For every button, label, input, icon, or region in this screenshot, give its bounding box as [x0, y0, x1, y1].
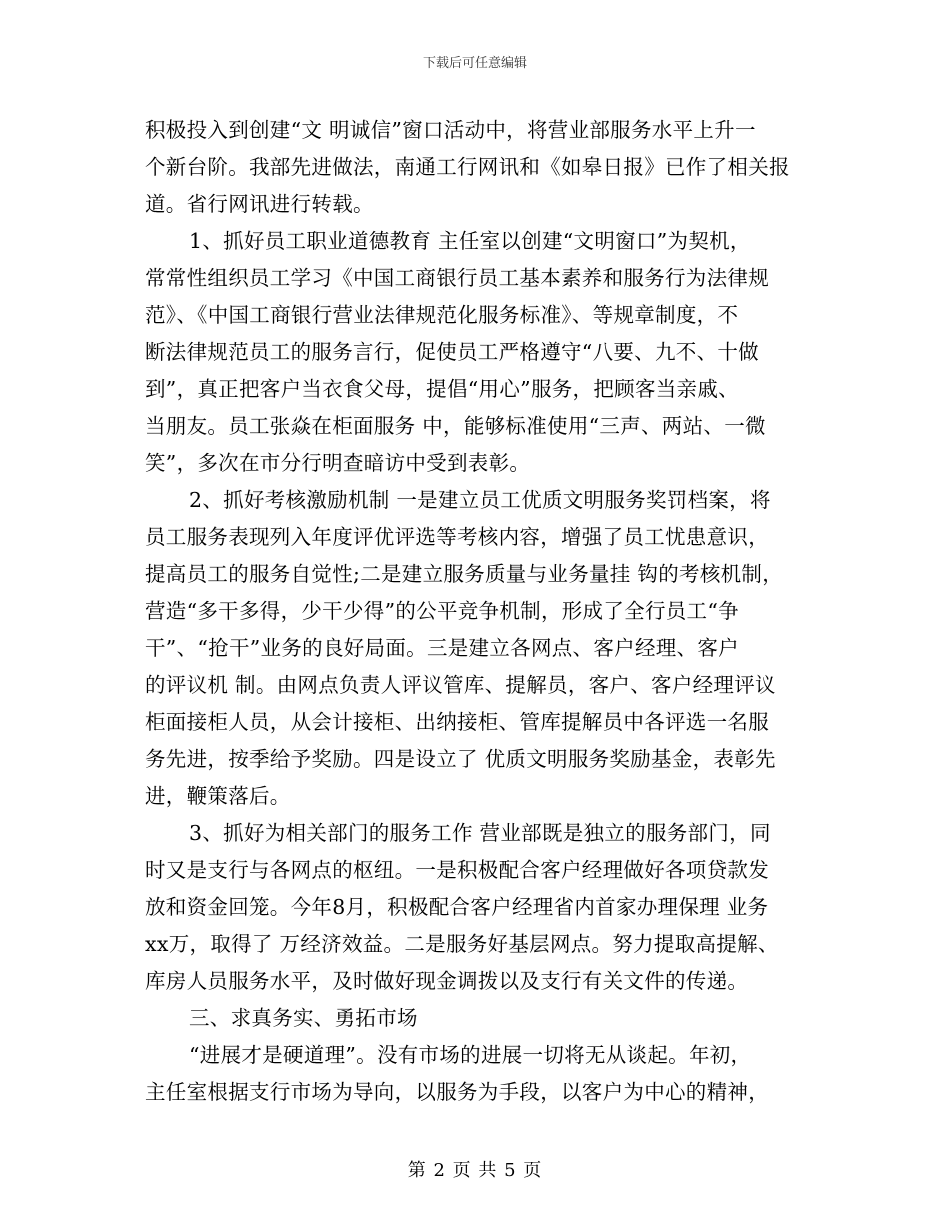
text-line: 当朋友。员工张焱在柜面服务 中，能够标准使用“三声、两站、一微 — [145, 414, 766, 438]
text-line: 主任室根据支行市场为导向，以服务为手段，以客户为中心的精神， — [145, 1080, 769, 1104]
body-text — [145, 112, 810, 1111]
section-heading: 三、求真务实、勇拓市场 — [189, 1006, 418, 1030]
text-line: 库房人员服务水平，及时做好现金调拨以及支行有关文件的传递。 — [145, 969, 749, 993]
text-line: 营造“多干多得，少干少得”的公平竞争机制，形成了全行员工“争 — [145, 599, 739, 623]
text-line: 柜面接柜人员，从会计接柜、出纳接柜、管库提解员中各评选一名服 — [145, 710, 769, 734]
text-line: 务先进，按季给予奖励。四是设立了 优质文明服务奖励基金，表彰先 — [145, 747, 776, 771]
text-line: 范》、《中国工商银行营业法律规范化服务标准》、等规章制度，不 — [145, 303, 739, 327]
text-line: 到”，真正把客户当衣食父母，提倡“用心”服务，把顾客当亲戚、 — [145, 377, 739, 401]
text-line: 道。省行网讯进行转载。 — [145, 192, 374, 216]
paragraph-heading-2: 2、抓好考核激励机制 一是建立员工优质文明服务奖罚档案，将 — [189, 488, 771, 512]
text-line: xx万，取得了 万经济效益。二是服务好基层网点。努力提取高提解、 — [145, 932, 779, 956]
text-line: 进，鞭策落后。 — [145, 784, 291, 808]
text-line: 常常性组织员工学习《中国工商银行员工基本素养和服务行为法律规 — [145, 266, 769, 290]
paragraph-heading-1: 1、抓好员工职业道德教育 主任室以创建“文明窗口”为契机， — [189, 229, 751, 253]
text-line: 员工服务表现列入年度评优评选等考核内容，增强了员工忧患意识， — [145, 525, 769, 549]
text-line: 放和资金回笼。今年8月，积极配合客户经理省内首家办理保理 业务 — [145, 895, 769, 919]
text-line: “进展才是硬道理”。没有市场的进展一切将无从谈起。年初， — [189, 1043, 752, 1067]
page-footer: 第 2 页 共 5 页 — [407, 1160, 543, 1181]
page-header: 下载后可任意编辑 — [422, 56, 527, 71]
text-line: 个新台阶。我部先进做法，南通工行网讯和《如皋日报》已作了相关报 — [145, 155, 790, 179]
paragraph-heading-3: 3、抓好为相关部门的服务工作 营业部既是独立的服务部门，同 — [189, 821, 771, 845]
text-line: 干”、“抢干”业务的良好局面。三是建立各网点、客户经理、客户 — [145, 636, 739, 660]
text-line: 提高员工的服务自觉性;二是建立服务质量与业务量挂 钩的考核机制， — [145, 562, 784, 586]
text-line: 时又是支行与各网点的枢纽。一是积极配合客户经理做好各项贷款发 — [145, 858, 769, 882]
text-line: 断法律规范员工的服务言行，促使员工严格遵守“八要、九不、十做 — [145, 340, 759, 364]
text-line: 笑”，多次在市分行明查暗访中受到表彰。 — [145, 451, 531, 475]
text-line: 积极投入到创建“文 明诚信”窗口活动中，将营业部服务水平上升一 — [145, 118, 756, 142]
text-line: 的评议机 制。由网点负责人评议管库、提解员，客户、客户经理评议 — [145, 673, 776, 697]
